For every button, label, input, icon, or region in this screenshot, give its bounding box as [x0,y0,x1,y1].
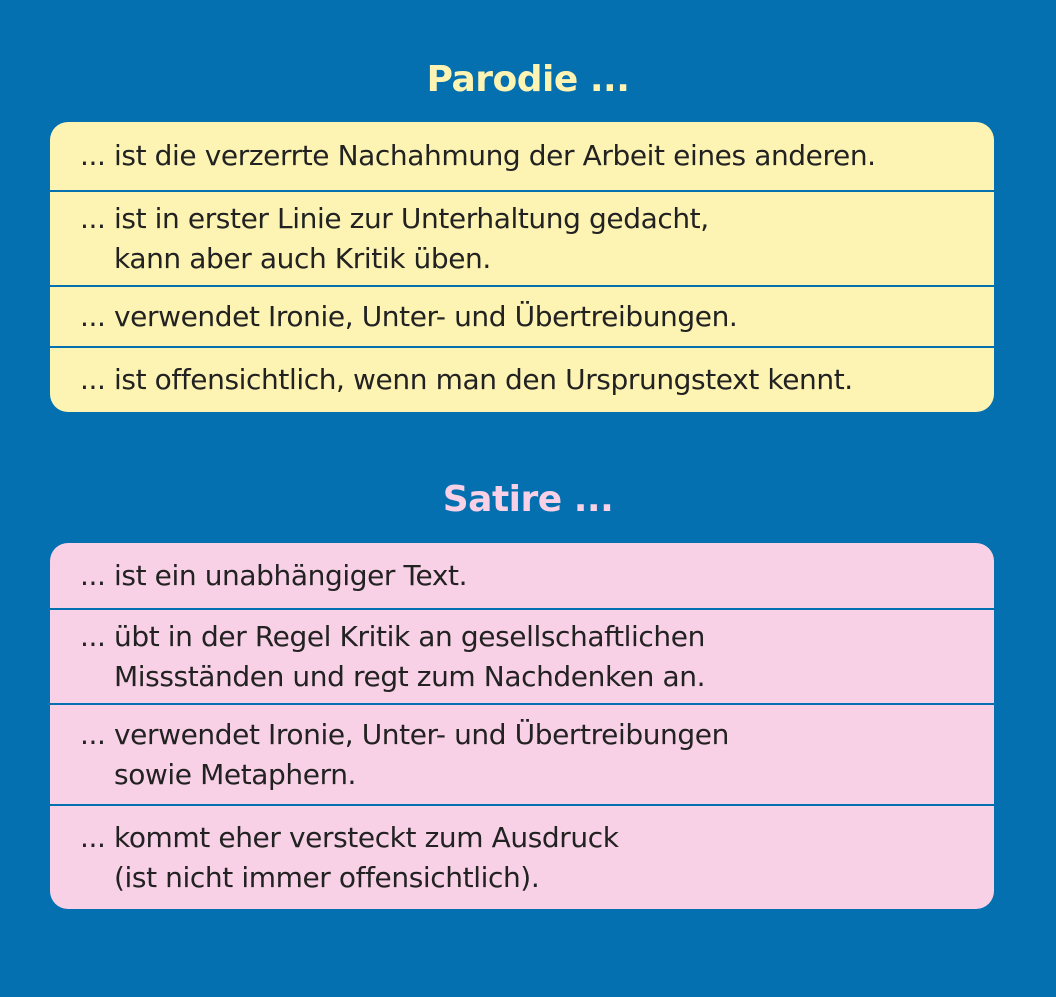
satire-row-2 [50,610,994,703]
satire-item-3: ... verwendet Ironie, Unter- und Übertreibungen sowie Metaphern. [80,717,729,791]
satire-item-4: ... kommt eher versteckt zum Ausdruck (ist nicht immer offensichtlich). [80,820,619,894]
parodie-item-3: ... verwendet Ironie, Unter- und Übertreibungen. [80,299,738,333]
satire-row-4 [50,806,994,909]
parodie-item-1: ... ist die verzerrte Nachahmung der Arbeit eines anderen. [80,139,876,172]
parodie-row-4 [50,348,994,412]
parodie-item-4: ... ist offensichtlich, wenn man den Ursprungstext kennt. [80,363,853,396]
parodie-row-1 [50,122,994,190]
parodie-box [50,122,994,412]
satire-heading: Satire ... [442,479,614,520]
satire-row-1 [50,543,994,608]
parodie-row-2 [50,192,994,285]
parodie-row-3 [50,287,994,346]
satire-item-2: ... übt in der Regel Kritik an gesellschaftlichen Missständen und regt zum Nachdenken an. [80,619,706,693]
parodie-item-2: ... ist in erster Linie zur Unterhaltung gedacht, kann aber auch Kritik üben. [80,201,709,275]
satire-item-1: ... ist ein unabhängiger Text. [80,558,468,592]
parodie-heading: Parodie ... [426,59,630,100]
satire-row-3 [50,705,994,804]
satire-box [50,543,994,909]
